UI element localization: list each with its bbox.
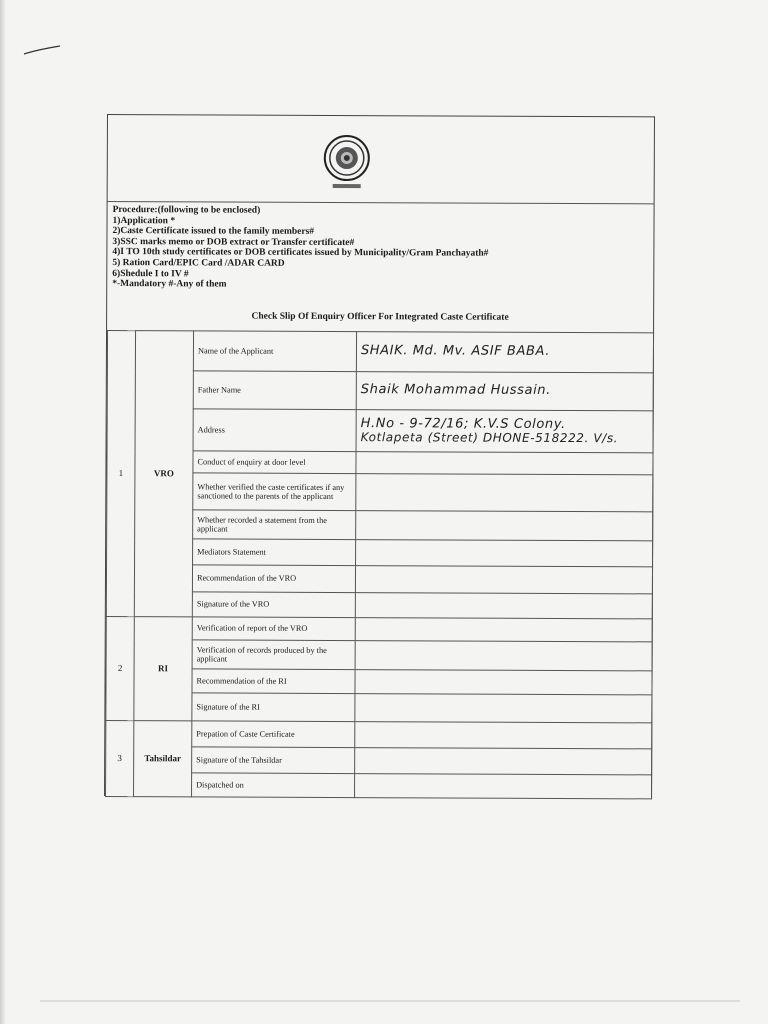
row-value	[355, 670, 652, 695]
procedure-item: 2)Caste Certificate issued to the family members#	[112, 226, 315, 238]
row-value	[355, 566, 652, 594]
procedure-item: 5) Ration Card/EPIC Card /ADAR CARD	[112, 257, 285, 269]
row-label: Address	[193, 409, 356, 452]
row-label: Prepation of Caste Certificate	[192, 721, 355, 748]
form-caption: Check Slip Of Enquiry Officer For Integrated Caste Certificate	[251, 311, 509, 323]
procedure-item: 6)Shedule I to IV #	[112, 268, 189, 279]
handwritten-entry: H.No - 9-72/16; K.V.S Colony.	[360, 416, 566, 433]
row-value	[355, 748, 652, 775]
row-value	[355, 722, 652, 749]
scan-edge	[0, 0, 6, 1024]
header-divider	[108, 201, 654, 204]
row-label: Name of the Applicant	[193, 331, 356, 372]
section-officer: RI	[134, 617, 192, 721]
table-row	[106, 721, 652, 749]
section-officer: VRO	[134, 331, 193, 617]
procedure-item: *-Mandatory #-Any of them	[112, 279, 227, 290]
procedure-item: 1)Application *	[112, 215, 176, 226]
row-value	[356, 372, 653, 411]
row-label: Father Name	[193, 371, 356, 410]
row-label: Whether recorded a statement from the applicant	[193, 510, 356, 540]
handwritten-entry: SHAIK. Md. Mv. ASIF BABA.	[360, 343, 550, 360]
row-value	[355, 593, 652, 619]
row-label: Verification of report of the VRO	[192, 617, 355, 641]
row-value	[355, 618, 652, 642]
row-label: Mediators Statement	[193, 539, 356, 566]
section-officer: Tahsildar	[134, 721, 192, 797]
table-row	[107, 331, 653, 373]
procedure-item: 4)I TO 10th study certificates or DOB certificates issued by Municipality/Gram Panchayath#	[112, 247, 489, 260]
row-label: Whether verified the caste certificates if any sanctioned to the parents of the applicant	[193, 473, 356, 511]
handwritten-entry: Shaik Mohammad Hussain.	[360, 382, 551, 399]
row-label: Dispatched on	[192, 773, 355, 798]
row-value	[356, 452, 653, 475]
row-label: Verification of records produced by the applicant	[192, 640, 355, 670]
header-area	[108, 127, 654, 199]
row-value	[356, 410, 653, 453]
row-value	[355, 694, 652, 723]
row-label: Recommendation of the RI	[192, 669, 355, 694]
row-label: Signature of the VRO	[192, 592, 355, 618]
check-slip-form	[104, 114, 655, 798]
row-value	[356, 511, 653, 541]
pen-stroke-mark	[22, 44, 62, 56]
section-number: 2	[106, 617, 134, 721]
row-label: Signature of the Tahsildar	[192, 747, 355, 774]
government-seal-icon	[321, 134, 373, 192]
row-value	[355, 774, 652, 799]
scan-shadow	[40, 1000, 740, 1002]
row-label: Signature of the RI	[192, 693, 355, 722]
row-value	[355, 641, 652, 671]
procedure-list	[112, 205, 648, 292]
procedure-item: 3)SSC marks memo or DOB extract or Transfer certificate#	[112, 236, 355, 248]
row-value	[356, 474, 653, 512]
procedure-title: Procedure:(following to be enclosed)	[112, 205, 261, 216]
row-label: Conduct of enquiry at door level	[193, 451, 356, 474]
row-label: Recommendation of the VRO	[192, 565, 355, 593]
section-number: 3	[106, 721, 134, 797]
enquiry-table	[105, 330, 654, 799]
section-number: 1	[106, 331, 135, 617]
row-value	[356, 540, 653, 567]
table-row	[106, 617, 652, 642]
handwritten-entry: Kotlapeta (Street) DHONE-518222. V/s.	[360, 429, 619, 445]
row-value	[356, 332, 653, 373]
